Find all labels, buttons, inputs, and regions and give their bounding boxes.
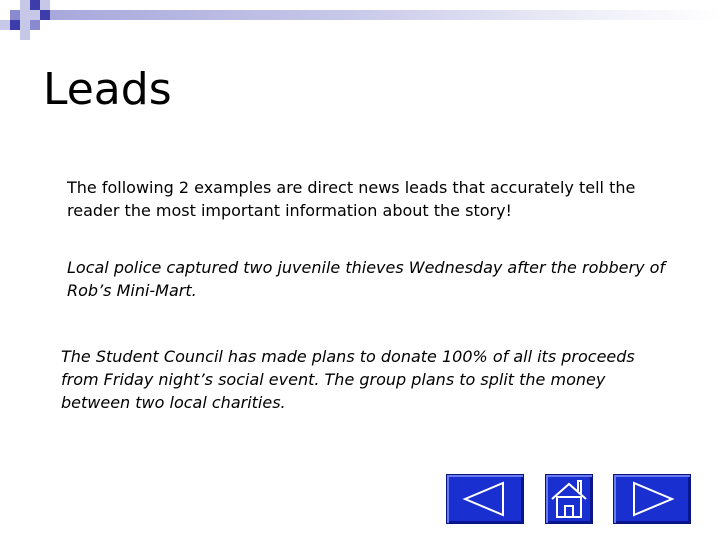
house-icon bbox=[546, 475, 592, 523]
slide-title: Leads bbox=[43, 64, 172, 115]
next-button[interactable] bbox=[613, 474, 691, 524]
triangle-right-icon bbox=[614, 475, 690, 523]
example-lead-2: The Student Council has made plans to donate 100% of all its proceeds from Friday night’s social event. The group plans to split the money between two local charities. bbox=[61, 347, 635, 412]
back-button[interactable] bbox=[446, 474, 524, 524]
intro-text: The following 2 examples are direct news leads that accurately tell the reader the most important information about the story! bbox=[67, 178, 636, 220]
home-button[interactable] bbox=[545, 474, 593, 524]
header-gradient-bar bbox=[50, 10, 720, 20]
example-lead-1: Local police captured two juvenile thieves Wednesday after the robbery of Rob’s Mini-Mart. bbox=[67, 258, 666, 300]
triangle-left-icon bbox=[447, 475, 523, 523]
